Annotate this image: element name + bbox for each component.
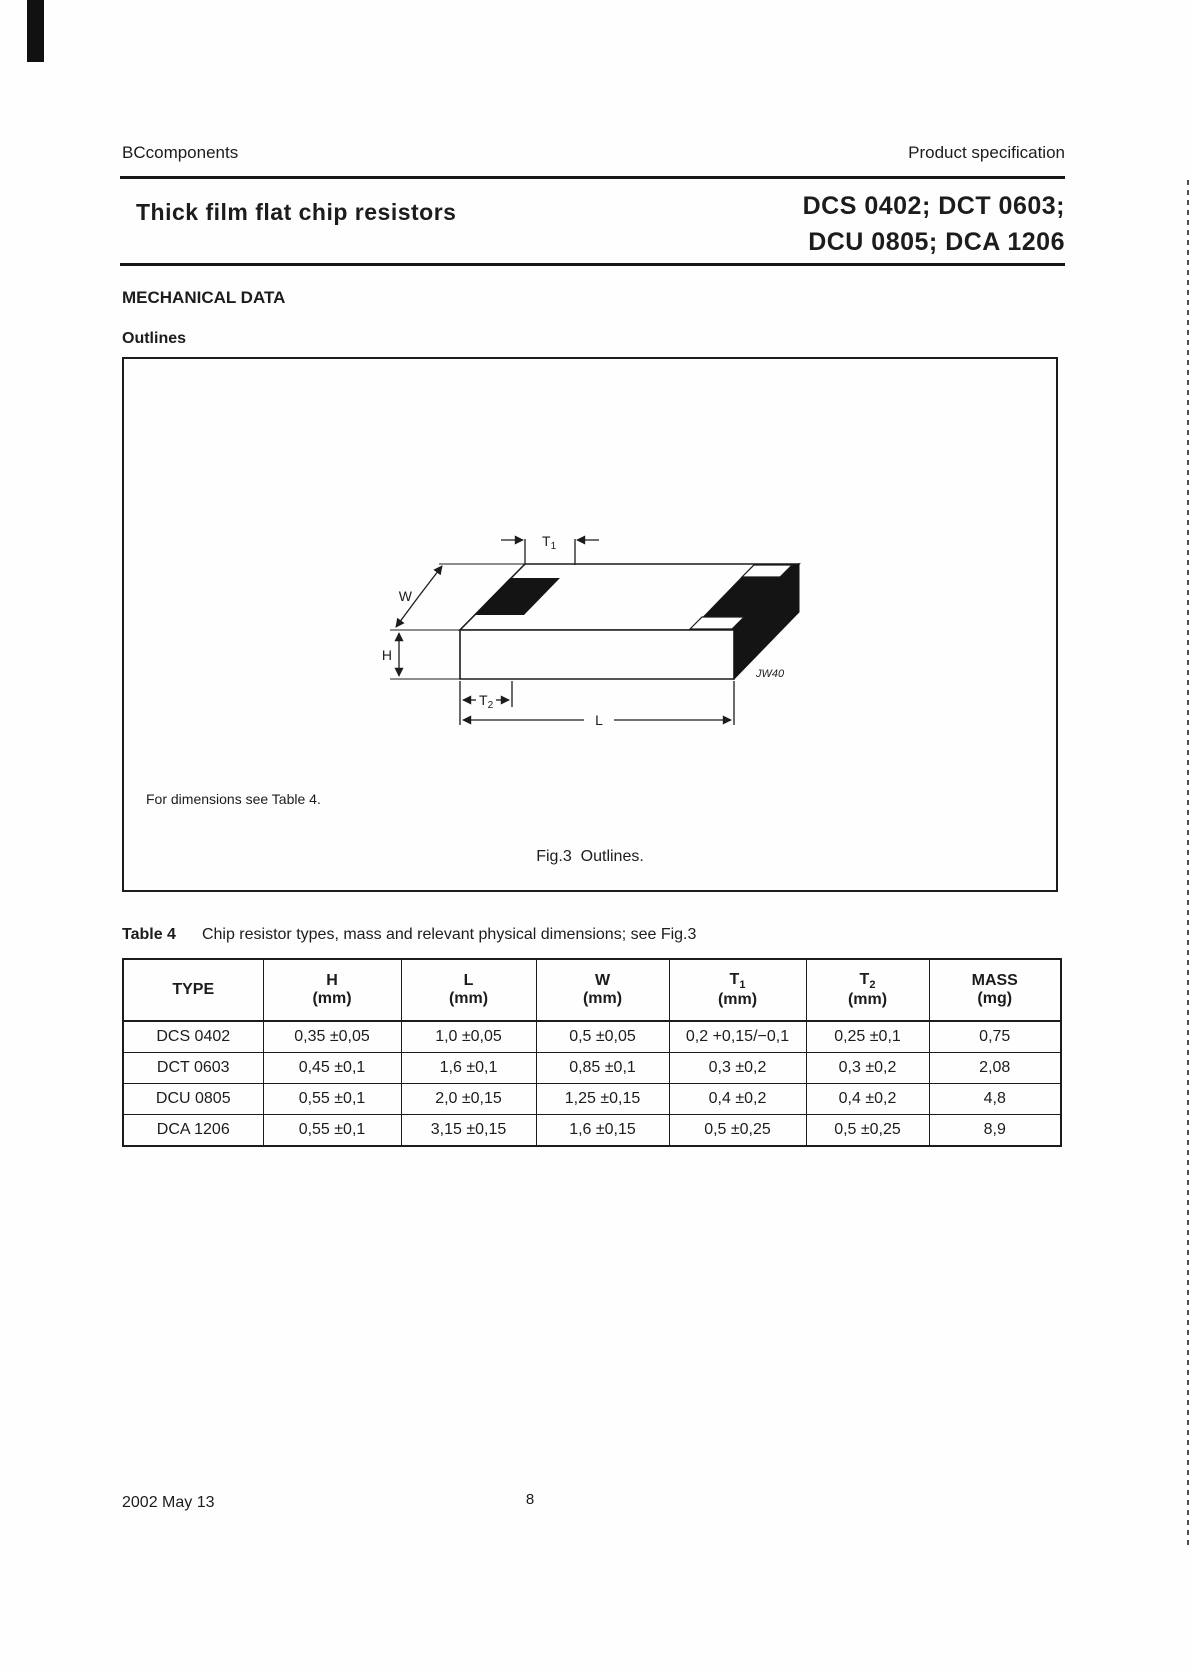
table-row [123,1115,1061,1147]
figure-note: For dimensions see Table 4. [146,791,321,807]
w-arrow-up [419,566,442,596]
table-header-row [123,959,1061,1021]
col-header-w: W (mm) [536,959,669,1021]
cell-l: 3,15 ±0,15 [401,1115,536,1147]
cell-type: DCS 0402 [123,1021,263,1053]
table-caption [122,926,696,944]
cell-h: 0,35 ±0,05 [263,1021,401,1053]
l-label: L [595,712,603,728]
figure-box [122,357,1058,892]
part-numbers-line1: DCS 0402; DCT 0603; [802,192,1065,220]
cell-mass: 0,75 [929,1021,1061,1053]
cell-mass: 2,08 [929,1053,1061,1084]
cell-w: 1,25 ±0,15 [536,1084,669,1115]
part-numbers-line2: DCU 0805; DCA 1206 [808,228,1065,256]
brand-name: BCcomponents [122,143,239,162]
h-label: H [381,647,392,663]
cell-t2: 0,3 ±0,2 [806,1053,929,1084]
cell-t2: 0,4 ±0,2 [806,1084,929,1115]
cell-h: 0,55 ±0,1 [263,1115,401,1147]
footer-page-number: 8 [525,1491,535,1508]
cell-t1: 0,4 ±0,2 [669,1084,806,1115]
chip-front-face [460,630,734,679]
cell-l: 1,6 ±0,1 [401,1053,536,1084]
section-heading-mechanical-data: MECHANICAL DATA [122,288,286,307]
table-row [123,1021,1061,1053]
t1-label: $T_1$ [542,533,557,552]
scan-registration-mark [27,0,44,62]
dimensions-table [122,958,1062,1147]
cell-mass: 4,8 [929,1084,1061,1115]
cell-type: DCA 1206 [123,1115,263,1147]
footer-date: 2002 May 13 [122,1494,215,1511]
scan-edge-artifact [1187,180,1189,1545]
cell-l: 1,0 ±0,05 [401,1021,536,1053]
table-caption-label: Table 4 [122,926,176,943]
t2-label: $T_2$ [479,692,494,711]
cell-l: 2,0 ±0,15 [401,1084,536,1115]
w-label: W [398,588,412,604]
col-header-l: L (mm) [401,959,536,1021]
cell-t2: 0,5 ±0,25 [806,1115,929,1147]
part-numbers [803,188,1065,260]
table-row [123,1084,1061,1115]
col-header-h: H (mm) [263,959,401,1021]
col-header-mass: MASS (mg) [929,959,1061,1021]
col-header-type: TYPE [123,959,263,1021]
cell-w: 0,5 ±0,05 [536,1021,669,1053]
header-rule-top [120,176,1065,179]
doc-title: Thick film flat chip resistors [136,199,457,225]
header-rule-bottom [120,263,1065,266]
cell-h: 0,55 ±0,1 [263,1084,401,1115]
table-row [123,1053,1061,1084]
cell-h: 0,45 ±0,1 [263,1053,401,1084]
cell-w: 0,85 ±0,1 [536,1053,669,1084]
doc-type-label: Product specification [908,143,1065,162]
figure-caption: Fig.3 Outlines. [536,848,644,865]
drawing-code-label: JW40 [756,668,785,680]
cell-mass: 8,9 [929,1115,1061,1147]
cell-type: DCT 0603 [123,1053,263,1084]
cell-type: DCU 0805 [123,1084,263,1115]
col-header-t1: $T_1$ (mm) [669,959,806,1021]
cell-t2: 0,25 ±0,1 [806,1021,929,1053]
cell-w: 1,6 ±0,15 [536,1115,669,1147]
table-caption-text: Chip resistor types, mass and relevant physical dimensions; see Fig.3 [201,926,697,943]
cell-t1: 0,5 ±0,25 [669,1115,806,1147]
subsection-heading-outlines: Outlines [122,330,187,347]
col-header-t2: $T_2$ (mm) [806,959,929,1021]
cell-t1: 0,3 ±0,2 [669,1053,806,1084]
chip-outline-drawing [124,359,1056,890]
cell-t1: 0,2 +0,15/−0,1 [669,1021,806,1053]
